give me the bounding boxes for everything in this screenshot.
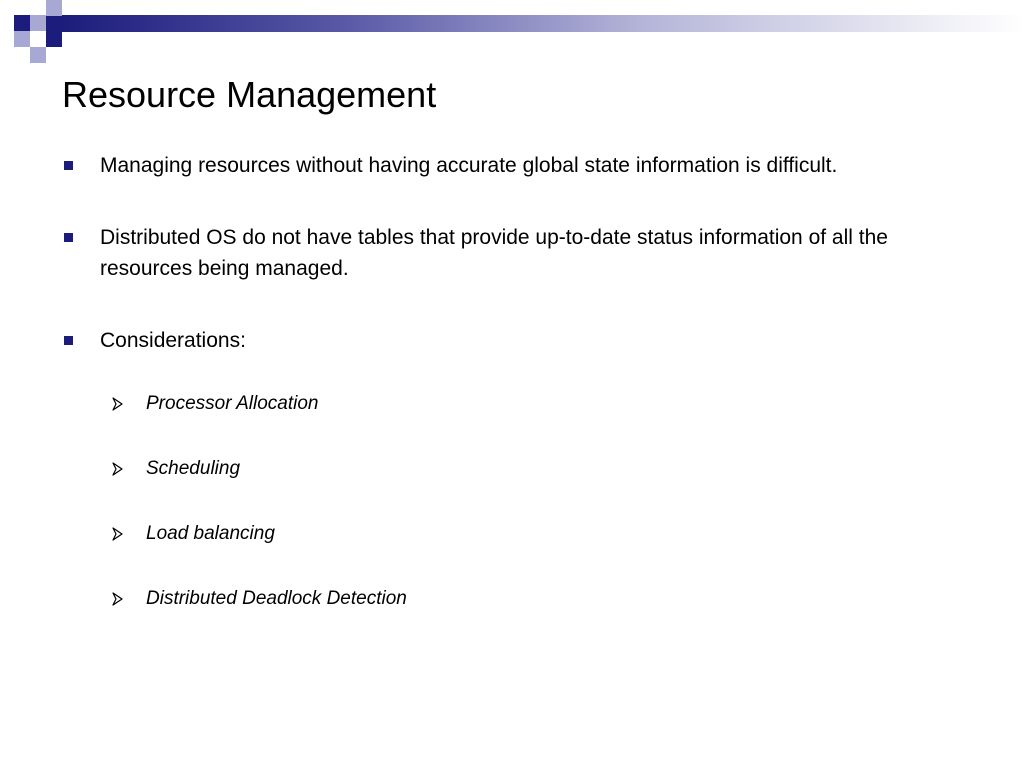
bullet-item <box>62 150 972 181</box>
slide-title: Resource Management <box>62 74 437 115</box>
bullet-text: Distributed OS do not have tables that provide up-to-date status information of all the resources being managed. <box>100 226 888 280</box>
header-square-icon <box>46 0 62 16</box>
sub-bullet-item <box>100 457 972 481</box>
square-bullet-icon <box>64 161 73 170</box>
sub-bullet-text: Distributed Deadlock Detection <box>146 588 407 609</box>
sub-bullet-text: Scheduling <box>146 458 241 479</box>
header-square-icon <box>14 15 30 31</box>
arrow-bullet-icon <box>112 462 124 476</box>
sub-bullet-item <box>100 392 972 416</box>
sub-bullet-text: Processor Allocation <box>146 393 319 414</box>
header-square-icon <box>30 15 46 31</box>
header-square-icon <box>46 31 62 47</box>
header-square-icon <box>30 47 46 63</box>
arrow-bullet-icon <box>112 397 124 411</box>
arrow-bullet-icon <box>112 592 124 606</box>
bullet-list <box>62 150 972 652</box>
bullet-text: Considerations: <box>100 329 246 352</box>
sub-bullet-item <box>100 587 972 611</box>
square-bullet-icon <box>64 233 73 242</box>
bullet-text: Managing resources without having accurate global state information is difficult. <box>100 154 838 177</box>
header-square-icon <box>46 15 62 31</box>
header-gradient-bar <box>62 15 1024 32</box>
arrow-bullet-icon <box>112 527 124 541</box>
sub-bullet-text: Load balancing <box>146 523 275 544</box>
sub-bullet-item <box>100 522 972 546</box>
sub-bullet-list <box>100 392 972 611</box>
square-bullet-icon <box>64 336 73 345</box>
bullet-item <box>62 222 972 284</box>
header-square-icon <box>14 31 30 47</box>
bullet-item <box>62 325 972 611</box>
